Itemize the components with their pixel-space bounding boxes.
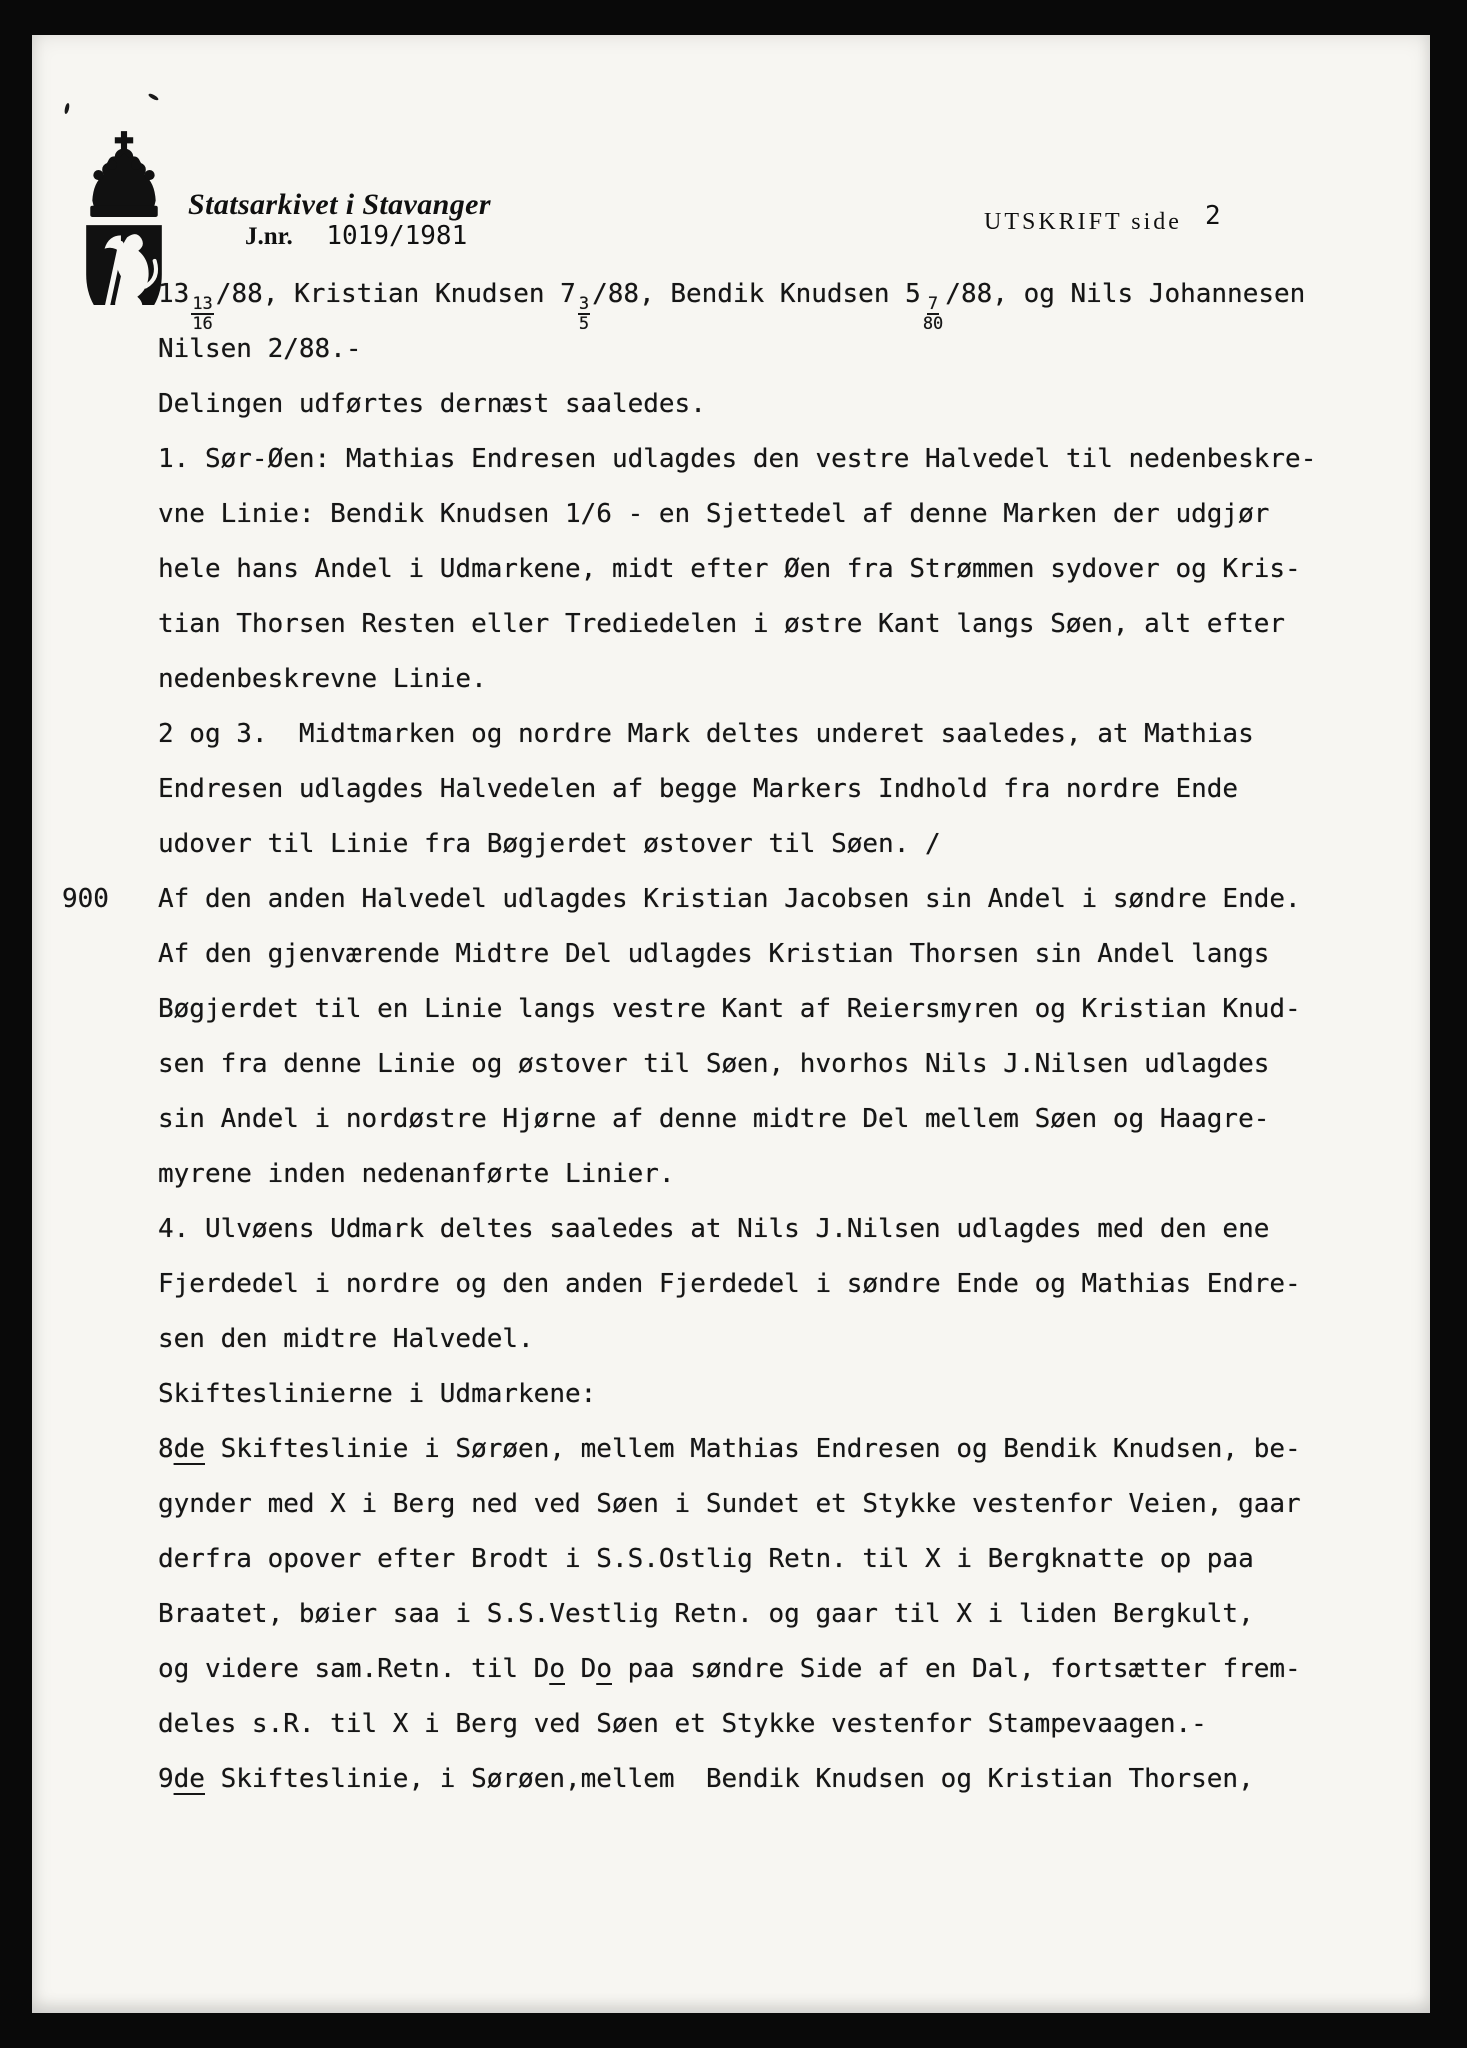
- text-segment: derfra opover efter Brodt i S.S.Ostlig Retn. til X i Bergknatte op paa: [158, 1544, 1254, 1574]
- coat-of-arms-icon: [78, 131, 170, 305]
- text-segment: /88, og Nils Johannesen: [945, 279, 1306, 309]
- scan-speck: [148, 93, 160, 102]
- document-page: [32, 35, 1430, 2013]
- text-segment: sen den midtre Halvedel.: [158, 1324, 534, 1354]
- text-segment: vne Linie: Bendik Knudsen 1/6 - en Sjettedel af denne Marken der udgjør: [158, 499, 1270, 529]
- page-number: 2: [1205, 201, 1221, 231]
- text-line: [158, 322, 1418, 377]
- text-segment: Af den anden Halvedel udlagdes Kristian Jacobsen sin Andel i søndre Ende.: [158, 884, 1301, 914]
- text-line: [158, 1477, 1418, 1532]
- text-segment: paa søndre Side af en Dal, fortsætter frem-: [611, 1654, 1301, 1684]
- journal-number-value: 1019/1981: [326, 221, 468, 251]
- text-line: [158, 762, 1418, 817]
- underlined-text: o: [596, 1654, 612, 1684]
- body-text: [158, 267, 1418, 1807]
- text-line: [158, 1642, 1418, 1697]
- scan-speck: [64, 103, 71, 115]
- text-segment: gynder med X i Berg ned ved Søen i Sundet et Stykke vestenfor Veien, gaar: [158, 1489, 1301, 1519]
- text-segment: Af den gjenværende Midtre Del udlagdes Kristian Thorsen sin Andel langs: [158, 939, 1270, 969]
- text-line: [158, 1367, 1418, 1422]
- text-segment: /88, Kristian Knudsen: [215, 279, 561, 309]
- text-line: [158, 542, 1418, 597]
- text-line: [158, 927, 1418, 982]
- text-segment: Braatet, bøier saa i S.S.Vestlig Retn. og gaar til X i liden Bergkult,: [158, 1599, 1254, 1629]
- text-line: [158, 1532, 1418, 1587]
- journal-number-row: [245, 221, 467, 251]
- text-segment: Bøgjerdet til en Linie langs vestre Kant af Reiersmyren og Kristian Knud-: [158, 994, 1301, 1024]
- text-line: [158, 1037, 1418, 1092]
- text-segment: /88, Bendik Knudsen: [592, 279, 906, 309]
- text-segment: deles s.R. til X i Berg ved Søen et Stykke vestenfor Stampevaagen.-: [158, 1709, 1207, 1739]
- margin-note-900: 900: [62, 884, 109, 914]
- text-line: [158, 1422, 1418, 1477]
- underlined-text: o: [549, 1654, 565, 1684]
- stacked-fraction: $\frac{13}{16}$: [192, 294, 213, 334]
- text-segment: Skifteslinie i Sørøen, mellem Mathias Endresen og Bendik Knudsen, be-: [204, 1434, 1301, 1464]
- text-segment: D: [565, 1654, 597, 1684]
- text-segment: nedenbeskrevne Linie.: [158, 664, 487, 694]
- text-line: [158, 1202, 1418, 1257]
- underlined-text: de: [173, 1434, 205, 1464]
- text-line: [158, 267, 1418, 334]
- text-line: [158, 1587, 1418, 1642]
- text-segment: 2 og 3. Midtmarken og nordre Mark deltes underet saaledes, at Mathias: [158, 719, 1254, 749]
- journal-number-label: J.nr.: [245, 223, 293, 250]
- text-line: [158, 1257, 1418, 1312]
- text-segment: Nilsen 2/88.-: [158, 334, 362, 364]
- text-line: [158, 432, 1418, 487]
- text-segment: sin Andel i nordøstre Hjørne af denne midtre Del mellem Søen og Haagre-: [158, 1104, 1270, 1134]
- text-segment: hele hans Andel i Udmarkene, midt efter Øen fra Strømmen sydover og Kris-: [158, 554, 1301, 584]
- text-line: [158, 1312, 1418, 1367]
- text-segment: 8: [158, 1434, 174, 1464]
- fraction-whole: 7: [560, 279, 576, 309]
- text-segment: Endresen udlagdes Halvedelen af begge Markers Indhold fra nordre Ende: [158, 774, 1239, 804]
- text-line: [158, 817, 1418, 872]
- text-line: [158, 377, 1418, 432]
- text-segment: myrene inden nedenanførte Linier.: [158, 1159, 675, 1189]
- text-segment: Skifteslinie, i Sørøen,mellem Bendik Knudsen og Kristian Thorsen,: [204, 1764, 1254, 1794]
- text-segment: 9: [158, 1764, 174, 1794]
- text-line: [158, 982, 1418, 1037]
- text-line: [158, 1092, 1418, 1147]
- text-line: [158, 1752, 1418, 1807]
- text-line: [158, 487, 1418, 542]
- text-segment: Delingen udførtes dernæst saaledes.: [158, 389, 706, 419]
- text-line: [158, 1697, 1418, 1752]
- fraction-whole: 5: [905, 279, 921, 309]
- stacked-fraction: $\frac{3}{5}$: [578, 294, 590, 334]
- archive-name: Statsarkivet i Stavanger: [188, 188, 491, 221]
- text-segment: Skifteslinierne i Udmarkene:: [158, 1379, 597, 1409]
- underlined-text: de: [173, 1764, 205, 1794]
- text-line: [158, 652, 1418, 707]
- text-segment: Fjerdedel i nordre og den anden Fjerdedel i søndre Ende og Mathias Endre-: [158, 1269, 1301, 1299]
- text-segment: 1. Sør-Øen: Mathias Endresen udlagdes den vestre Halvedel til nedenbeskre-: [158, 444, 1317, 474]
- text-segment: sen fra denne Linie og østover til Søen, hvorhos Nils J.Nilsen udlagdes: [158, 1049, 1270, 1079]
- text-segment: og videre sam.Retn. til D: [158, 1654, 550, 1684]
- stacked-fraction: $\frac{7}{80}$: [922, 294, 944, 334]
- text-line: [158, 597, 1418, 652]
- text-line: [158, 1147, 1418, 1202]
- text-line: [158, 872, 1418, 927]
- text-segment: udover til Linie fra Bøgjerdet østover til Søen. /: [158, 829, 941, 859]
- text-segment: tian Thorsen Resten eller Trediedelen i østre Kant langs Søen, alt efter: [158, 609, 1286, 639]
- fraction-whole: 13: [158, 279, 190, 309]
- text-line: [158, 707, 1418, 762]
- transcript-page-label: UTSKRIFT side: [984, 209, 1182, 235]
- text-segment: 4. Ulvøens Udmark deltes saaledes at Nils J.Nilsen udlagdes med den ene: [158, 1214, 1270, 1244]
